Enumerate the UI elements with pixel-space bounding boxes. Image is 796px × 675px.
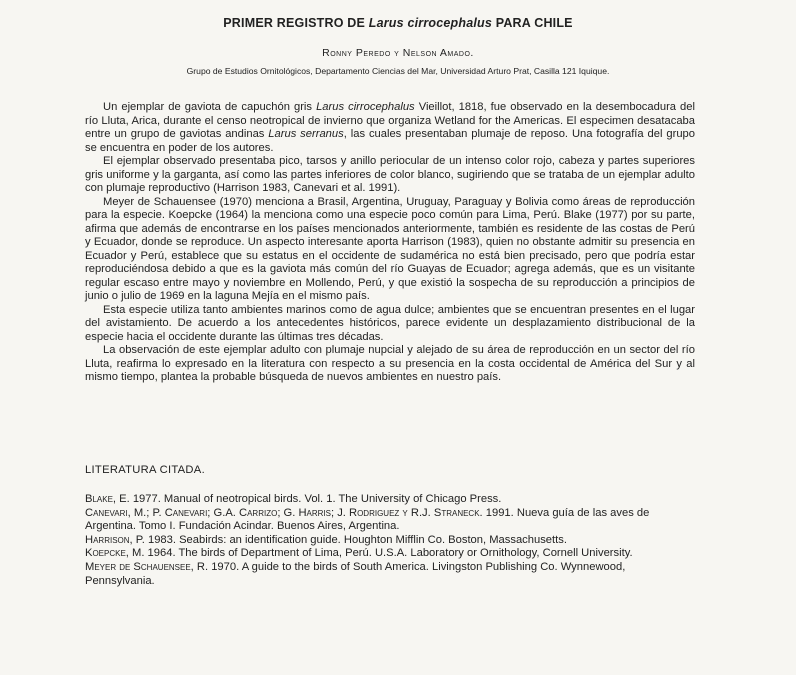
reference-text: 1964. The birds of Department of Lima, Perú. U.S.A. Laboratory or Ornithology, Cornell University. — [144, 547, 633, 560]
reference-author: Koepcke, M. — [85, 547, 145, 560]
reference-author: Meyer de Schauensee, R. — [85, 560, 209, 573]
paragraph-5: La observación de este ejemplar adulto con plumaje nupcial y alejado de su área de reproducción en un sector del río Lluta, reafirma lo expresado en la literatura con respecto a su presencia en la costa occidental de América del Sur y al mismo tiempo, plantea la probable búsqueda de nuevos ambientes en nuestro país. — [85, 344, 695, 383]
reference-author: Harrison, P. — [85, 533, 145, 546]
article-authors: Ronny Peredo y Nelson Amado. — [322, 47, 474, 59]
reference-text: 1977. Manual of neotropical birds. Vol. 1. The University of Chicago Press. — [129, 493, 502, 505]
species-name: Larus cirrocephalus — [316, 101, 415, 113]
reference-text: 1970. A guide to the birds of South America. Livingston Publishing Co. Wynnewood, Pennsylvania. — [85, 560, 626, 587]
title-prefix: PRIMER REGISTRO DE — [223, 16, 369, 30]
title-suffix: PARA CHILE — [492, 16, 573, 30]
reference-item — [85, 547, 695, 561]
reference-text: 1983. Seabirds: an identification guide. Houghton Mifflin Co. Boston, Massachusetts. — [144, 533, 567, 546]
article-affiliation: Grupo de Estudios Ornitológicos, Departamento Ciencias del Mar, Universidad Arturo Prat, Casilla 121 Iquique. — [186, 66, 610, 76]
paragraph-4: Esta especie utiliza tanto ambientes marinos como de agua dulce; ambientes que se encuentran presentes en el lugar del avistamiento. De acuerdo a los antecedentes históricos, parece evidente un desplazamiento distribucional de la especie hacia el occidente durante las últimas tres décadas. — [85, 303, 695, 343]
paragraph-1 — [85, 101, 695, 155]
reference-item — [85, 561, 695, 588]
reference-item — [85, 507, 695, 534]
title-species: Larus cirrocephalus — [368, 16, 493, 30]
reference-text: 1991. Nueva guía de las aves de Argentina. Tomo I. Fundación Acindar. Buenos Aires, Argentina. — [85, 506, 650, 533]
paragraph-3: Meyer de Schauensee (1970) menciona a Brasil, Argentina, Uruguay, Paraguay y Bolivia como áreas de reproducción para la especie. Koepcke (1964) la menciona como una especie poco común para Lima, Perú. Blake (1977) por su parte, afirma que además de encontrarse en los países mencionados anteriormente, también es residente de las costas de Perú y Ecuador, donde se reproduce. Un aspecto interesante aporta Harrison (1983), quien no obstante admitir su presencia en Ecuador y Perú, establece que su estatus en el occidente de sudamérica no está bien precisado, pero que podría estar reproduciéndosa debido a que es la gaviota más común del río Guayas de Ecuador; agrega además, que es un visitante regular escaso entre mayo y noviembre en Mollendo, Perú, y que existió la sospecha de su reproducción a principios de junio o julio de 1969 en la laguna Mejía en el mismo país. — [85, 195, 695, 302]
article-title — [0, 16, 796, 30]
reference-author: Blake, E. — [85, 493, 130, 505]
paragraph-1-text-a: Un ejemplar de gaviota de capuchón gris — [103, 101, 317, 113]
reference-list — [85, 493, 695, 588]
reference-item — [85, 534, 695, 548]
paragraph-2: El ejemplar observado presentaba pico, tarsos y anillo periocular de un intenso color rojo, cabeza y partes superiores gris uniforme y la garganta, así como las partes inferiores de color blanco, sugiriendo que se trataba de un ejemplar adulto con plumaje reproductivo (Harrison 1983, Canevari et al. 1991). — [85, 155, 695, 194]
species-name: Larus serranus — [268, 128, 344, 140]
article-body — [85, 101, 695, 385]
literature-heading: LITERATURA CITADA. — [85, 464, 205, 476]
paragraph-1-text-c: , las cuales presentaban plumaje de reposo. Una fotografía del grupo se encuentra en poder de los autores. — [85, 128, 695, 154]
reference-author: Canevari, M.; P. Canevari; G.A. Carrizo; G. Harris; J. Rodriguez y R.J. Straneck. — [85, 506, 483, 519]
paragraph-1-text-b: Vieillot, 1818, fue observado en la desembocadura del río Lluta, Arica, durante el censo neotropical de invierno que organiza Wetland for the Americas. El especimen desatacaba entre un grupo de gaviotas andinas — [85, 101, 695, 140]
reference-item — [85, 493, 695, 507]
